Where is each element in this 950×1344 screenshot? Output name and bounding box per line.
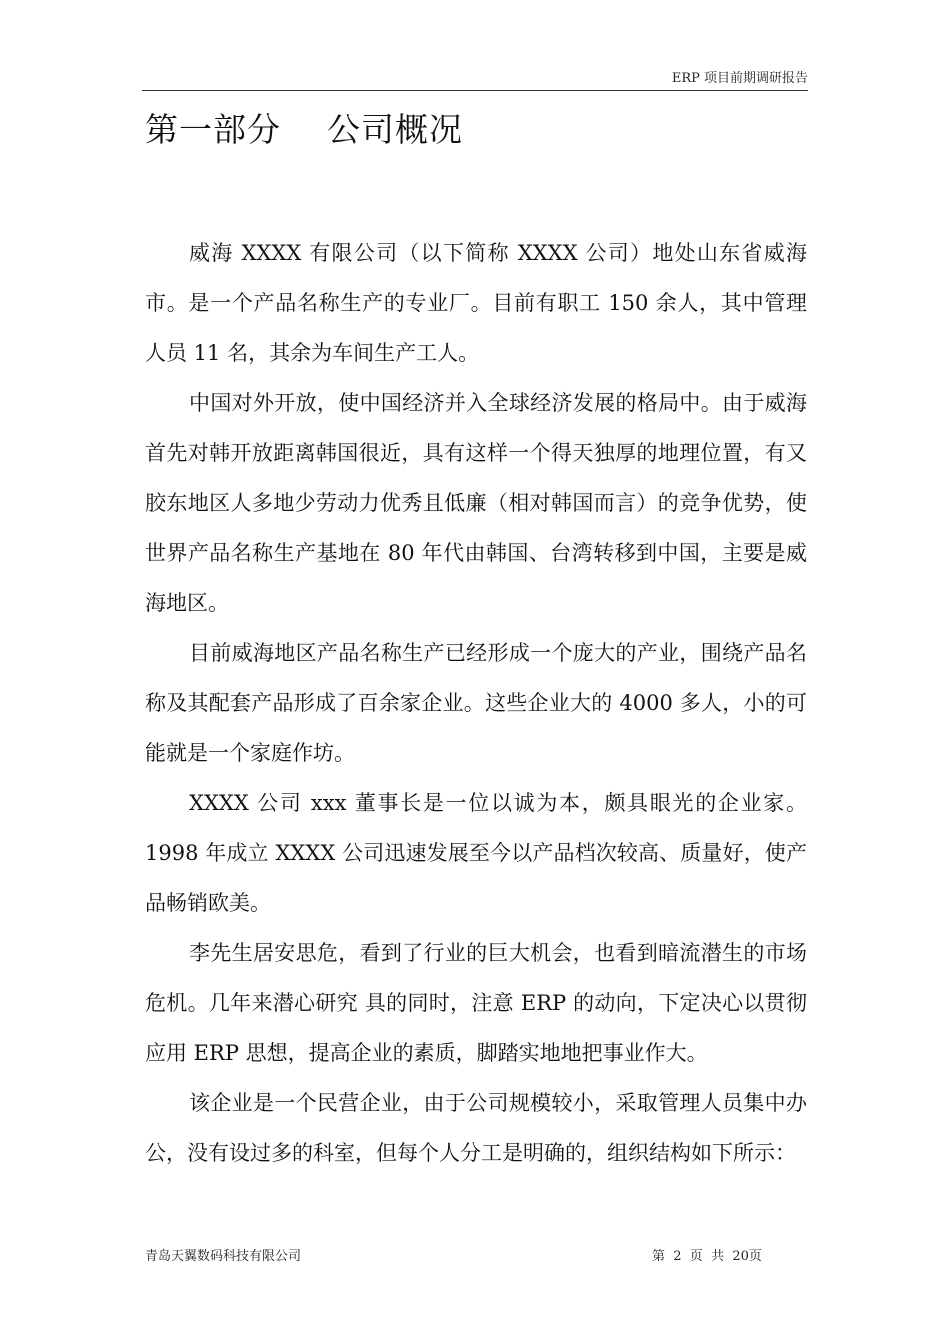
paragraph-erp-decision: 李先生居安思危，看到了行业的巨大机会，也看到暗流潜生的市场危机。几年来潜心研究 具的同时，注意 ERP 的动向，下定决心以贯彻应用 ERP 思想，提高企业的素质，脚踏实地地把事业作大。	[145, 941, 807, 1065]
paragraph-company-intro: 威海 XXXX 有限公司（以下简称 XXXX 公司）地处山东省威海市。是一个产品名称生产的专业厂。目前有职工 150 余人，其中管理人员 11 名，其余为车间生产工人。	[145, 241, 807, 365]
paragraph-industry: 目前威海地区产品名称生产已经形成一个庞大的产业，围绕产品名称及其配套产品形成了百余家企业。这些企业大的 4000 多人，小的可能就是一个家庭作坊。	[145, 641, 807, 765]
paragraph-organization: 该企业是一个民营企业，由于公司规模较小，采取管理人员集中办公，没有设过多的科室，但每个人分工是明确的，组织结构如下所示：	[145, 1091, 807, 1165]
paragraph-chairman: XXXX 公司 xxx 董事长是一位以诚为本，颇具眼光的企业家。1998 年成立 XXXX 公司迅速发展至今以产品档次较高、质量好，使产品畅销欧美。	[145, 791, 807, 915]
body-text	[145, 228, 807, 1178]
footer-page-number: 第 2 页 共 20页	[652, 1249, 762, 1264]
header-rule	[142, 90, 808, 91]
paragraph-location-advantage: 中国对外开放，使中国经济并入全球经济发展的格局中。由于威海首先对韩开放距离韩国很近，具有这样一个得天独厚的地理位置，有又胶东地区人多地少劳动力优秀且低廉（相对韩国而言）的竞争优势，使世界产品名称生产基地在 80 年代由韩国、台湾转移到中国，主要是威海地区。	[145, 391, 807, 615]
section-heading: 第一部分 公司概况	[145, 110, 463, 149]
footer-company: 青岛天翼数码科技有限公司	[145, 1249, 302, 1264]
header-title: ERP 项目前期调研报告	[671, 71, 808, 86]
